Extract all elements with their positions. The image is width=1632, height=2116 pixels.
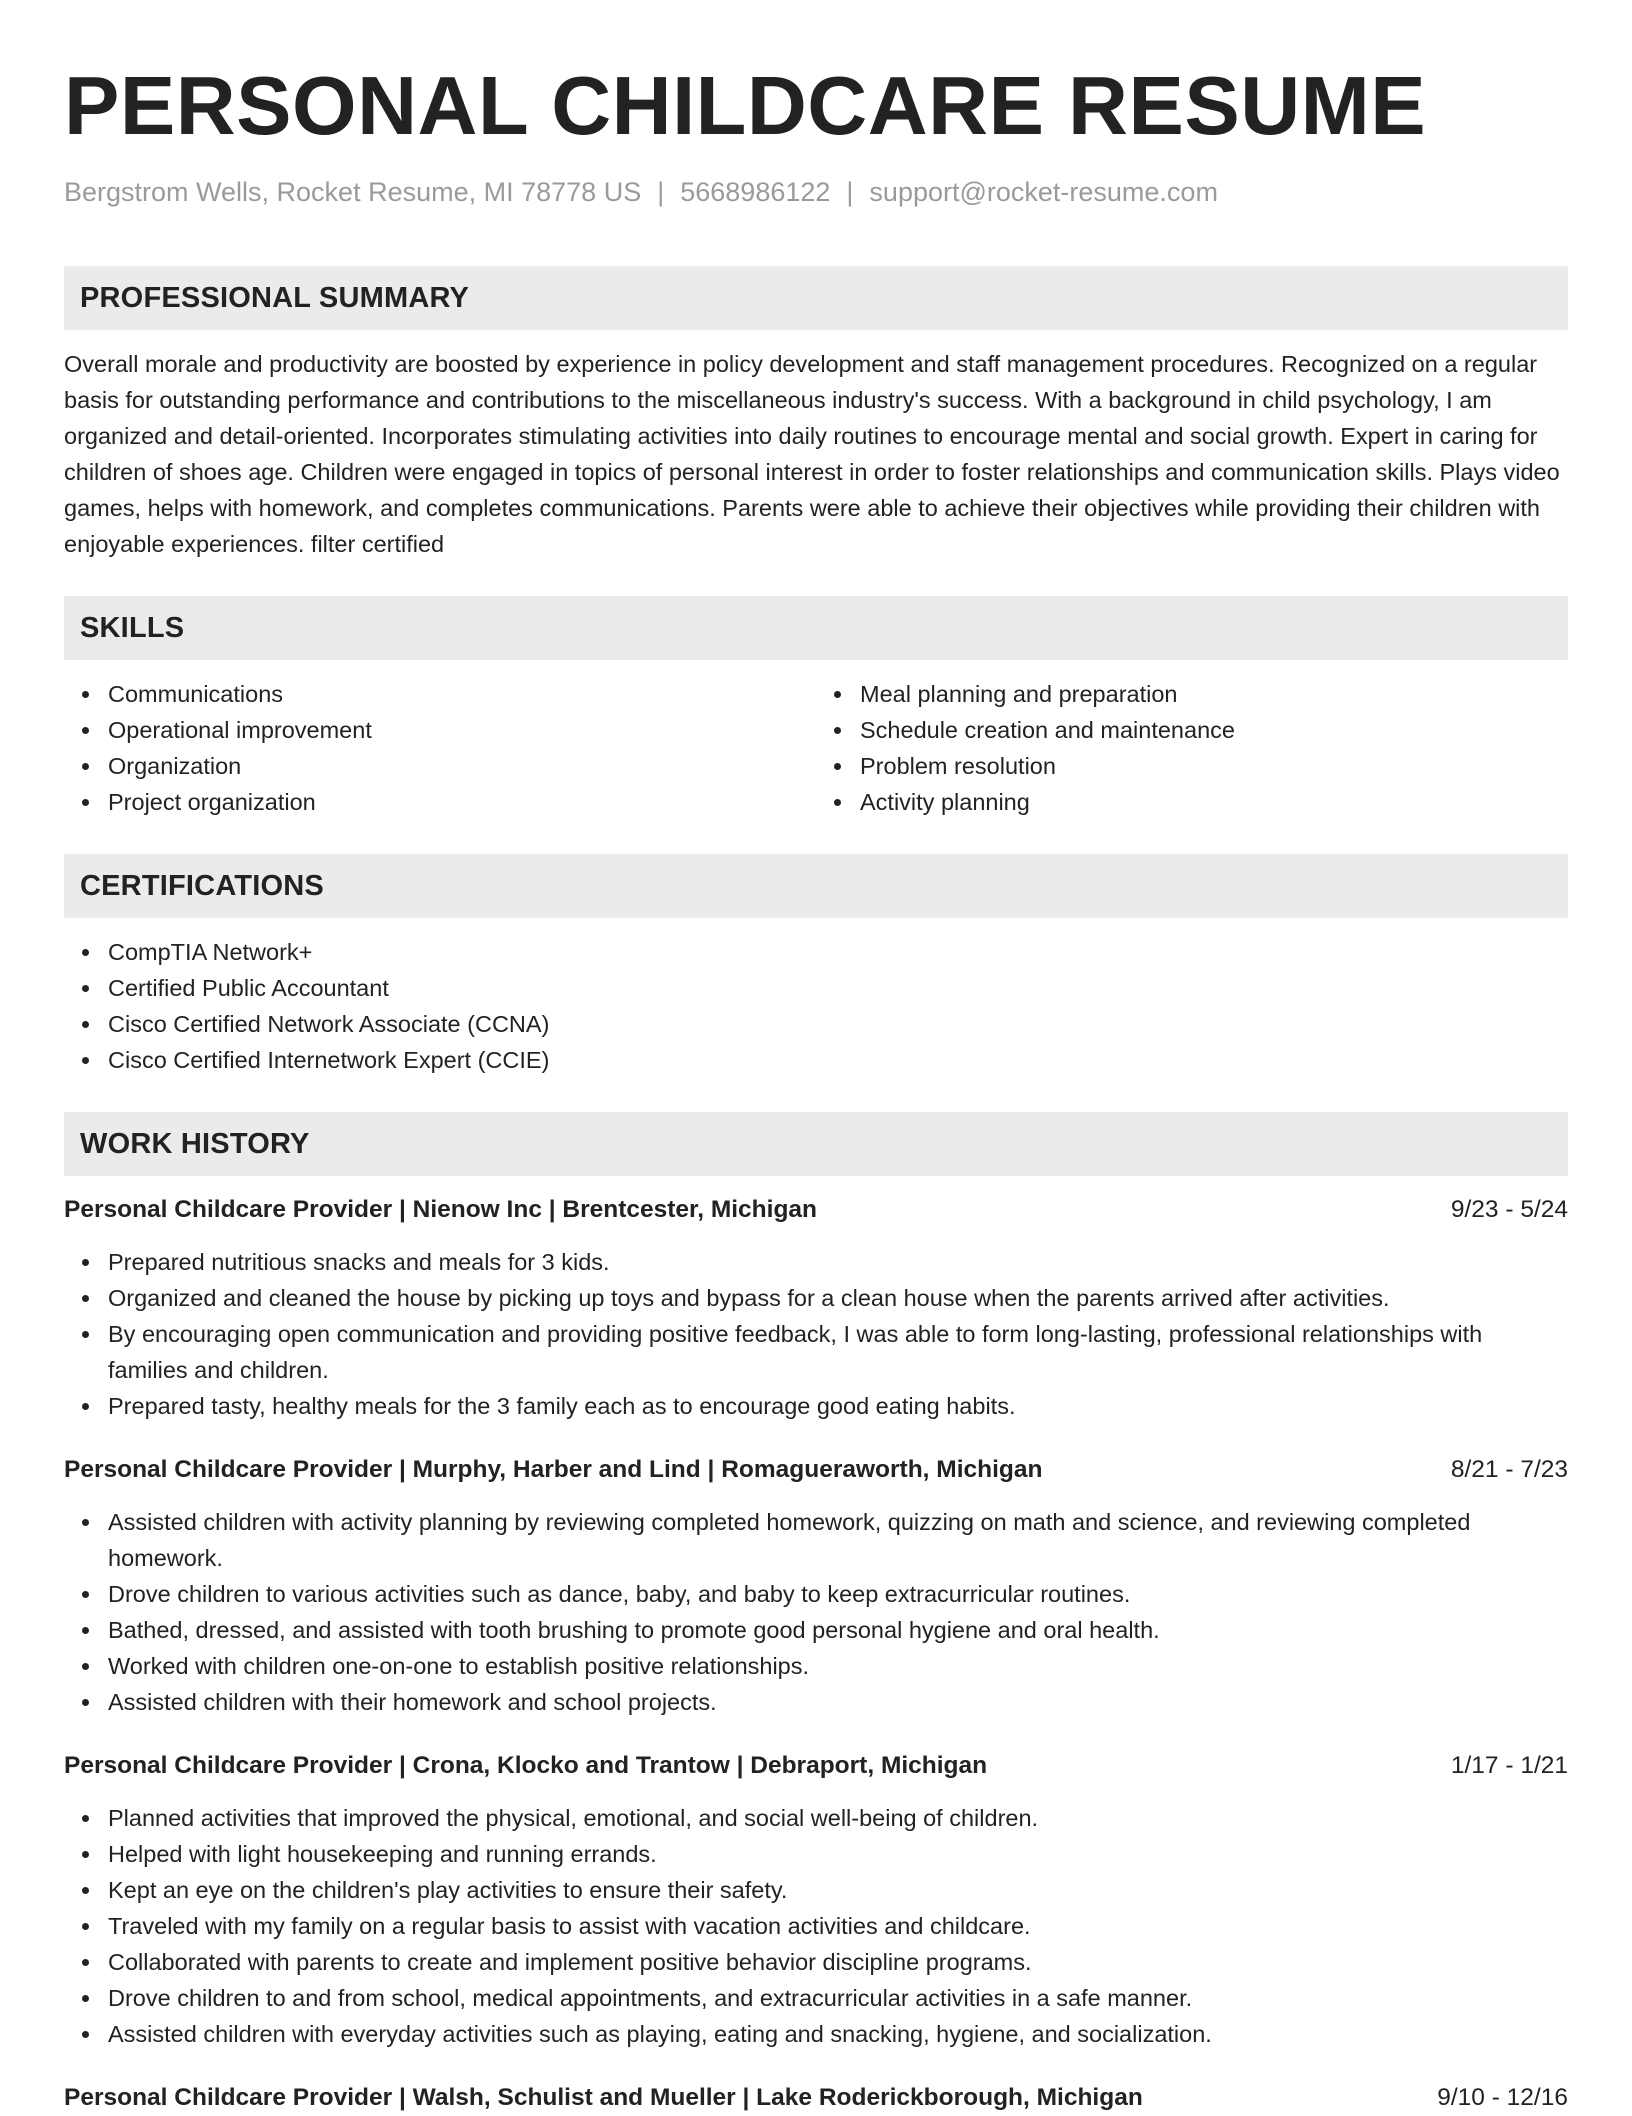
job-title: Personal Childcare Provider | Nienow Inc | Brentcester, Michigan	[64, 1196, 818, 1223]
job-entry	[64, 1192, 1568, 1424]
job-entry	[64, 1748, 1568, 2052]
job-dates: 9/23 - 5/24	[1450, 1196, 1568, 1223]
job-bullet: Traveled with my family on a regular basis to assist with vacation activities and childcare.	[108, 1908, 1568, 1944]
summary-body	[64, 330, 1568, 562]
contact-address: Bergstrom Wells, Rocket Resume, MI 78778 US	[64, 177, 642, 207]
contact-separator: |	[657, 177, 665, 207]
section-heading-certifications: CERTIFICATIONS	[64, 854, 1568, 918]
certification-item: Cisco Certified Internetwork Expert (CCIE)	[108, 1042, 1568, 1078]
skill-item: Operational improvement	[108, 712, 816, 748]
skill-item: Meal planning and preparation	[860, 676, 1568, 712]
job-bullet: By encouraging open communication and providing positive feedback, I was able to form long-lasting, professional relationships with families and children.	[108, 1316, 1568, 1388]
job-bullet: Assisted children with activity planning by reviewing completed homework, quizzing on math and science, and reviewing completed homework.	[108, 1504, 1568, 1576]
skills-column-left	[64, 676, 816, 820]
skill-item: Project organization	[108, 784, 816, 820]
certification-item: Cisco Certified Network Associate (CCNA)	[108, 1006, 1568, 1042]
job-dates: 1/17 - 1/21	[1450, 1752, 1568, 1779]
skills-section	[64, 596, 1568, 820]
certification-item: Certified Public Accountant	[108, 970, 1568, 1006]
job-title: Personal Childcare Provider | Murphy, Harber and Lind | Romagueraworth, Michigan	[64, 1456, 1043, 1483]
job-bullet: Assisted children with their homework and school projects.	[108, 1684, 1568, 1720]
job-bullet: Collaborated with parents to create and implement positive behavior discipline programs.	[108, 1944, 1568, 1980]
job-header	[64, 2080, 1568, 2116]
contact-email: support@rocket-resume.com	[869, 177, 1218, 207]
skill-item: Schedule creation and maintenance	[860, 712, 1568, 748]
resume-title: PERSONAL CHILDCARE RESUME	[64, 59, 1427, 152]
job-bullet: Assisted children with everyday activities such as playing, eating and snacking, hygiene, and socialization.	[108, 2016, 1568, 2052]
job-header	[64, 1748, 1568, 1784]
job-entry	[64, 2080, 1568, 2116]
job-title: Personal Childcare Provider | Crona, Klocko and Trantow | Debraport, Michigan	[64, 1752, 988, 1779]
section-heading-work-history: WORK HISTORY	[64, 1112, 1568, 1176]
job-bullet: Drove children to and from school, medical appointments, and extracurricular activities in a safe manner.	[108, 1980, 1568, 2016]
contact-line	[64, 174, 1568, 210]
certifications-section	[64, 854, 1568, 1078]
job-bullet: Prepared tasty, healthy meals for the 3 family each as to encourage good eating habits.	[108, 1388, 1568, 1424]
job-bullet: Planned activities that improved the physical, emotional, and social well-being of children.	[108, 1800, 1568, 1836]
section-heading-skills: SKILLS	[64, 596, 1568, 660]
contact-separator: |	[846, 177, 854, 207]
job-header	[64, 1192, 1568, 1228]
job-bullet: Organized and cleaned the house by picking up toys and bypass for a clean house when the parents arrived after activities.	[108, 1280, 1568, 1316]
skill-item: Activity planning	[860, 784, 1568, 820]
job-bullet: Helped with light housekeeping and running errands.	[108, 1836, 1568, 1872]
job-dates: 9/10 - 12/16	[1437, 2084, 1568, 2111]
skill-item: Organization	[108, 748, 816, 784]
job-entry	[64, 1452, 1568, 1720]
skills-column-right	[816, 676, 1568, 820]
work-history-section	[64, 1112, 1568, 2116]
contact-phone: 5668986122	[680, 177, 831, 207]
job-header	[64, 1452, 1568, 1488]
section-heading-summary: PROFESSIONAL SUMMARY	[64, 266, 1568, 330]
skill-item: Communications	[108, 676, 816, 712]
work-history-body	[64, 1176, 1568, 2116]
job-bullet: Prepared nutritious snacks and meals for 3 kids.	[108, 1244, 1568, 1280]
skills-grid	[64, 660, 1568, 820]
job-bullet: Drove children to various activities such as dance, baby, and baby to keep extracurricular routines.	[108, 1576, 1568, 1612]
job-dates: 8/21 - 7/23	[1450, 1456, 1568, 1483]
certification-item: CompTIA Network+	[108, 934, 1568, 970]
job-bullet: Bathed, dressed, and assisted with tooth brushing to promote good personal hygiene and oral health.	[108, 1612, 1568, 1648]
summary-text: Overall morale and productivity are boosted by experience in policy development and staff management procedures. Recognized on a regular basis for outstanding performance and contributions to the miscellaneous industry's success. With a background in child psychology, I am organized and detail-oriented. Incorporates stimulating activities into daily routines to encourage mental and social growth. Expert in caring for children of shoes age. Children were engaged in topics of personal interest in order to foster relationships and communication skills. Plays video games, helps with homework, and completes communications. Parents were able to achieve their objectives while providing their children with enjoyable experiences. filter certified	[64, 351, 1560, 557]
summary-section	[64, 266, 1568, 562]
job-title: Personal Childcare Provider | Walsh, Schulist and Mueller | Lake Roderickborough, Michigan	[64, 2084, 1143, 2111]
skill-item: Problem resolution	[860, 748, 1568, 784]
job-bullet: Worked with children one-on-one to establish positive relationships.	[108, 1648, 1568, 1684]
certifications-body	[64, 918, 1568, 1078]
job-bullet: Kept an eye on the children's play activities to ensure their safety.	[108, 1872, 1568, 1908]
